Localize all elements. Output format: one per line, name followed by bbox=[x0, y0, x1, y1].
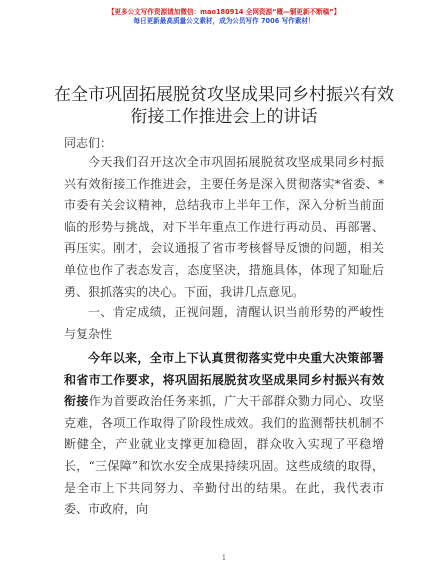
paragraph-achievements bbox=[64, 348, 384, 521]
page-number: 1 bbox=[221, 554, 227, 562]
salutation: 同志们： bbox=[64, 136, 113, 150]
paragraph-opening: 今天我们召开这次全市巩固拓展脱贫攻坚成果同乡村振兴有效衔接工作推进会，主要任务是深入贯彻落实*省委、*市委有关会议精神，总结我市上半年工作，深入分析当前面临的形势与挑战，对下半年重点工作进行再动员、再部署、再压实。刚才，会议通报了省市考核督导反馈的问题，相关单位也作了表态发言，态度坚决，措施具体，体现了知耻后勇、狠抓落实的决心。下面，我讲几点意见。 bbox=[64, 155, 384, 299]
paragraph-achievements-bold: 今年以来，全市上下认真贯彻落实党中央重大决策部署和省市工作要求，将巩固拓展脱贫攻坚成果同乡村振兴有效衔接 bbox=[64, 351, 384, 409]
section-heading-1: 一、肯定成绩，正视问题，清醒认识当前形势的严峻性与复杂性 bbox=[64, 305, 384, 341]
paragraph-achievements-rest: 作为首要政治任务来抓，广大干部群众勠力同心、攻坚克难，各项工作取得了阶段性成效。我们的监测帮扶机制不断健全，产业就业支撑更加稳固，群众收入实现了平稳增长，“三保障”和饮水安全成果持续巩固。这些成绩的取得，是全市上下共同努力、辛勤付出的结果。在此，我代表市委、市政府，向 bbox=[64, 394, 384, 517]
header-banner bbox=[0, 8, 448, 26]
banner-line-update: 每日更新最高质量公文素材，成为公员写作 7006 写作素材！ bbox=[133, 17, 315, 25]
banner-line-promo: 【更多公文写作资源请加微信：mao180914 全网资源“概—铜更新不断稿”】 bbox=[107, 8, 341, 16]
title-line-1: 在全市巩固拓展脱贫攻坚成果同乡村振兴有效 bbox=[54, 85, 394, 105]
title-line-2: 衔接工作推进会上的讲话 bbox=[130, 107, 318, 127]
document-title bbox=[0, 84, 448, 128]
